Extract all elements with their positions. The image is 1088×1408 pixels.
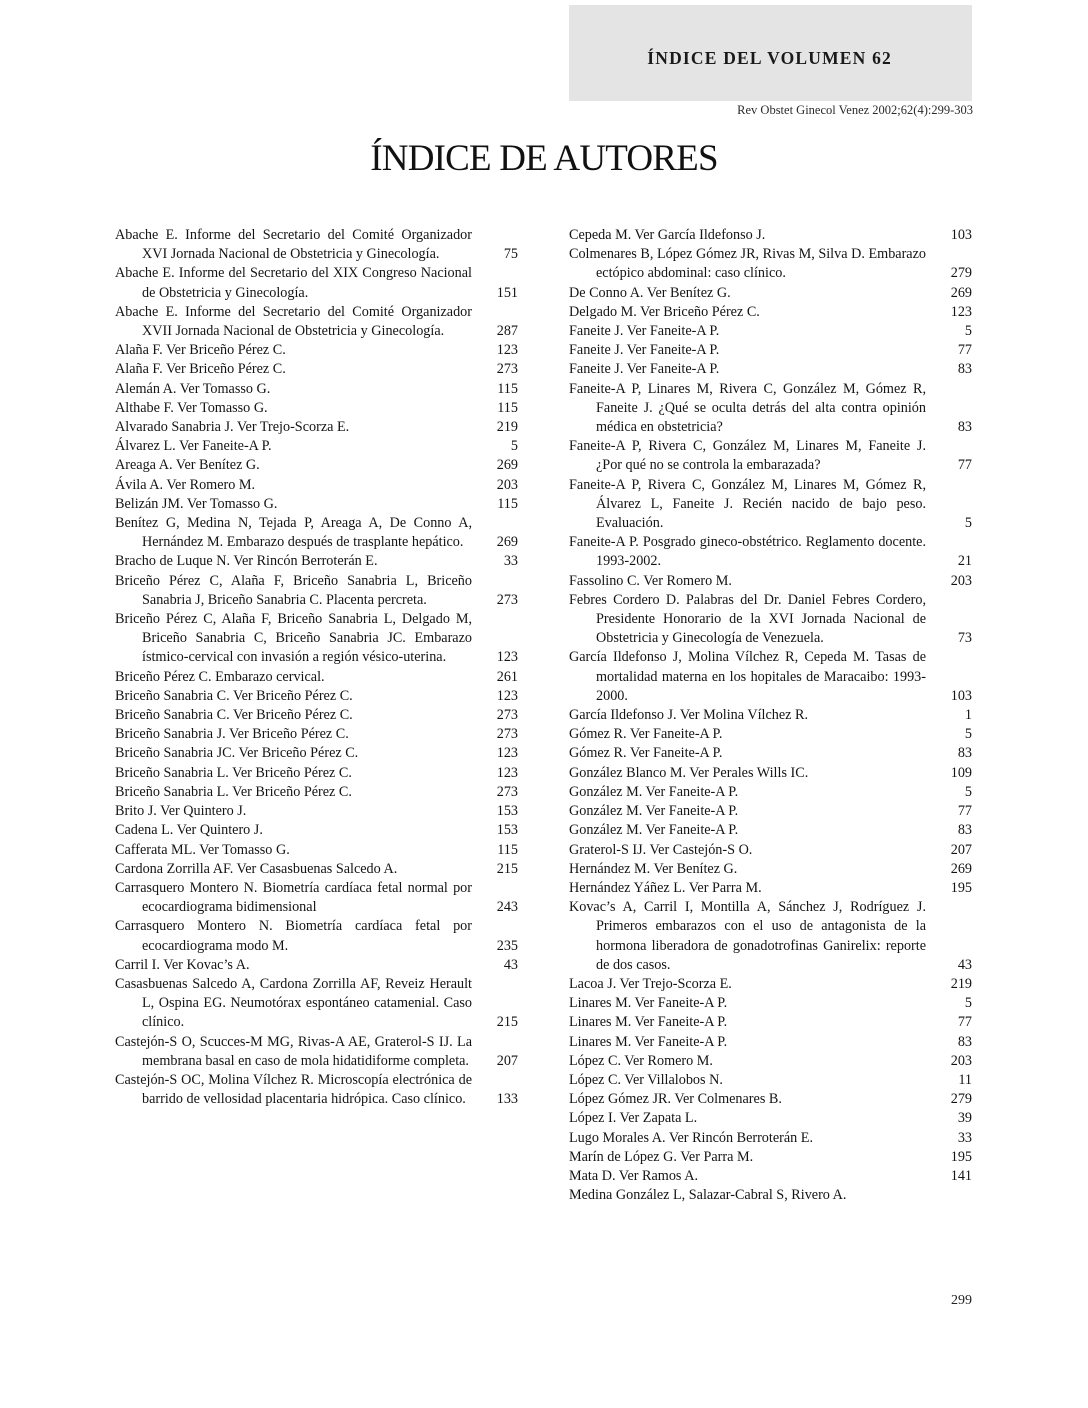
entry-page-number: 103: [950, 227, 972, 243]
index-entry: [115, 821, 518, 840]
right-column: [569, 226, 972, 1205]
entry-text: Hernández Yáñez L. Ver Parra M.: [569, 879, 762, 896]
entry-text: Linares M. Ver Faneite-A P.: [569, 1014, 728, 1031]
index-entry: [569, 572, 972, 591]
entry-page-number: 219: [496, 419, 518, 436]
index-entry: [115, 264, 518, 302]
entry-text: Faneite-A P. Posgrado gineco-obstétrico. Reglamento docente. 1993-2002.: [569, 534, 926, 570]
entry-page-number: 83: [957, 745, 972, 762]
entry-page-number: 115: [497, 495, 518, 512]
entry-text: Faneite-A P, Rivera C, González M, Linares M, Gómez R, Álvarez L, Faneite J. Recién nacido de bajo peso. Evaluación.: [569, 476, 926, 532]
entry-page-number: 123: [496, 687, 518, 704]
entry-page-number: 83: [957, 822, 972, 839]
index-entry: [569, 994, 972, 1013]
index-entry: [569, 1013, 972, 1032]
journal-citation: Rev Obstet Ginecol Venez 2002;62(4):299-303: [737, 103, 973, 117]
entry-page-number: 103: [950, 687, 972, 704]
entry-text: Areaga A. Ver Benítez G.: [115, 457, 260, 474]
index-entry: [115, 802, 518, 821]
entry-page-number: 207: [950, 841, 972, 858]
index-entry: [115, 668, 518, 687]
entry-page-number: 5: [964, 515, 972, 532]
entry-text: Lacoa J. Ver Trejo-Scorza E.: [569, 975, 732, 992]
entry-text: Casasbuenas Salcedo A, Cardona Zorrilla AF, Reveiz Herault L, Ospina EG. Neumotórax espontáneo catamenial. Caso clínico.: [115, 975, 472, 1031]
index-entry: [115, 476, 518, 495]
entry-page-number: 123: [950, 303, 972, 320]
index-entry: [115, 687, 518, 706]
entry-text: Briceño Pérez C. Embarazo cervical.: [115, 668, 325, 685]
entry-text: Brito J. Ver Quintero J.: [115, 803, 247, 820]
index-entry: [115, 956, 518, 975]
entry-page-number: 33: [957, 1129, 972, 1146]
entry-page-number: 21: [957, 553, 972, 570]
entry-page-number: 115: [497, 399, 518, 416]
index-entry: [115, 610, 518, 668]
index-entry: [115, 495, 518, 514]
entry-text: Benítez G, Medina N, Tejada P, Areaga A, De Conno A, Hernández M. Embarazo después de trasplante hepático.: [115, 515, 472, 551]
index-entry: [569, 898, 972, 975]
entry-page-number: 43: [503, 956, 518, 973]
entry-text: Castejón-S O, Scucces-M MG, Rivas-A AE, Graterol-S IJ. La membrana basal en caso de mola hidatidiforme completa.: [115, 1033, 472, 1069]
entry-text: Kovac’s A, Carril I, Montilla A, Sánchez J, Rodríguez J. Primeros embarazos con el uso de antagonista de la hormona liberadora de gonadotrofinas Ganirelix: reporte de dos casos.: [569, 899, 926, 973]
entry-page-number: 287: [496, 323, 518, 340]
entry-page-number: 269: [950, 284, 972, 301]
index-entry: [569, 533, 972, 571]
entry-text: Carrasquero Montero N. Biometría cardíaca fetal normal por ecocardiograma bidimensional: [115, 879, 472, 916]
entry-page-number: 261: [496, 668, 518, 685]
index-entry: [115, 860, 518, 879]
entry-text: Castejón-S OC, Molina Vílchez R. Microscopía electrónica de barrido de vellosidad placentaria hidrópica. Caso clínico.: [115, 1071, 472, 1108]
entry-text: García Ildefonso J, Molina Vílchez R, Cepeda M. Tasas de mortalidad materna en los hopitales de Maracaibo: 1993-2000.: [569, 649, 926, 704]
entry-page-number: 73: [957, 630, 972, 647]
index-entry: [569, 1090, 972, 1109]
entry-text: Carrasquero Montero N. Biometría cardíaca fetal por ecocardiograma modo M.: [115, 918, 472, 954]
index-entry: [569, 821, 972, 840]
entry-page-number: 273: [496, 591, 518, 608]
entry-page-number: 77: [957, 342, 972, 359]
entry-page-number: 153: [496, 822, 518, 839]
entry-page-number: 83: [957, 361, 972, 378]
index-entry: [115, 303, 518, 341]
entry-text: Belizán JM. Ver Tomasso G.: [115, 495, 278, 512]
index-entry: [115, 226, 518, 264]
entry-text: Briceño Sanabria J. Ver Briceño Pérez C.: [115, 726, 349, 743]
volume-title: ÍNDICE DEL VOLUMEN 62: [647, 47, 892, 68]
index-entry: [569, 380, 972, 438]
index-entry: [569, 284, 972, 303]
entry-text: Graterol-S IJ. Ver Castejón-S O.: [569, 841, 753, 858]
index-entry: [569, 476, 972, 534]
entry-text: Alaña F. Ver Briceño Pérez C.: [115, 342, 286, 359]
entry-page-number: 203: [496, 476, 518, 493]
index-entry: [569, 783, 972, 802]
entry-page-number: 203: [950, 572, 972, 589]
entry-text: Cafferata ML. Ver Tomasso G.: [115, 841, 290, 858]
entry-page-number: 5: [964, 323, 972, 340]
entry-text: Lugo Morales A. Ver Rincón Berroterán E.: [569, 1129, 814, 1146]
entry-text: Linares M. Ver Faneite-A P.: [569, 1033, 728, 1050]
entry-page-number: 39: [957, 1110, 972, 1127]
index-entry: [115, 706, 518, 725]
index-entry: [569, 648, 972, 706]
entry-text: Faneite-A P, Linares M, Rivera C, González M, Gómez R, Faneite J. ¿Qué se oculta detrás del alta contra opinión médica en obstetricia?: [569, 380, 926, 436]
entry-text: González Blanco M. Ver Perales Wills IC.: [569, 764, 809, 781]
entry-text: Alemán A. Ver Tomasso G.: [115, 380, 271, 397]
entry-page-number: 11: [958, 1071, 972, 1088]
index-entry: [115, 725, 518, 744]
entry-text: Faneite J. Ver Faneite-A P.: [569, 361, 720, 378]
entry-page-number: 115: [497, 841, 518, 858]
entry-text: Abache E. Informe del Secretario del Comité Organizador XVII Jornada Nacional de Obstetricia y Ginecología.: [115, 303, 472, 340]
index-entry: [569, 437, 972, 475]
entry-page-number: 5: [510, 438, 518, 455]
entry-page-number: 123: [496, 745, 518, 762]
entry-page-number: 279: [950, 265, 972, 282]
entry-page-number: 153: [496, 803, 518, 820]
index-entry: [115, 879, 518, 917]
left-column: [115, 226, 518, 1109]
entry-page-number: 273: [496, 726, 518, 743]
entry-page-number: 273: [496, 361, 518, 378]
index-entry: [569, 1148, 972, 1167]
entry-text: Briceño Sanabria L. Ver Briceño Pérez C.: [115, 783, 352, 800]
entry-text: Briceño Sanabria C. Ver Briceño Pérez C.: [115, 707, 353, 724]
index-entry: [569, 879, 972, 898]
entry-text: Faneite J. Ver Faneite-A P.: [569, 323, 720, 340]
entry-page-number: 269: [496, 534, 518, 551]
entry-text: González M. Ver Faneite-A P.: [569, 822, 739, 839]
entry-text: Briceño Pérez C, Alaña F, Briceño Sanabria L, Briceño Sanabria J, Briceño Sanabria C. Placenta percreta.: [115, 572, 472, 608]
entry-page-number: 1: [964, 707, 972, 724]
index-entry: [569, 975, 972, 994]
page-title: ÍNDICE DE AUTORES: [370, 138, 718, 179]
entry-page-number: 243: [496, 899, 518, 916]
index-entry: [569, 1052, 972, 1071]
entry-page-number: 133: [496, 1091, 518, 1108]
entry-page-number: 123: [496, 342, 518, 359]
entry-text: Briceño Sanabria JC. Ver Briceño Pérez C.: [115, 745, 359, 762]
index-entry: [115, 399, 518, 418]
index-entry: [115, 841, 518, 860]
entry-text: López C. Ver Villalobos N.: [569, 1071, 723, 1088]
entry-page-number: 203: [950, 1052, 972, 1069]
entry-text: Alaña F. Ver Briceño Pérez C.: [115, 361, 286, 378]
entry-text: López Gómez JR. Ver Colmenares B.: [569, 1091, 782, 1108]
index-entry: [115, 764, 518, 783]
index-entry: [569, 841, 972, 860]
entry-text: González M. Ver Faneite-A P.: [569, 783, 739, 800]
entry-text: Colmenares B, López Gómez JR, Rivas M, Silva D. Embarazo ectópico abdominal: caso clínico.: [569, 246, 926, 282]
entry-page-number: 273: [496, 707, 518, 724]
index-entry: [115, 456, 518, 475]
entry-page-number: 219: [950, 975, 972, 992]
index-entry: [115, 572, 518, 610]
index-entry: [115, 514, 518, 552]
index-entry: [569, 322, 972, 341]
index-entry: [569, 764, 972, 783]
entry-page-number: 43: [957, 956, 972, 973]
entry-page-number: 279: [950, 1091, 972, 1108]
entry-page-number: 77: [957, 1014, 972, 1031]
entry-page-number: 151: [496, 284, 518, 301]
index-entry: [569, 245, 972, 283]
entry-text: Delgado M. Ver Briceño Pérez C.: [569, 303, 760, 320]
entry-text: Cardona Zorrilla AF. Ver Casasbuenas Salcedo A.: [115, 860, 398, 877]
entry-page-number: 269: [496, 457, 518, 474]
entry-page-number: 141: [950, 1167, 972, 1184]
entry-text: Linares M. Ver Faneite-A P.: [569, 995, 728, 1012]
entry-page-number: 195: [950, 879, 972, 896]
entry-text: Cepeda M. Ver García Ildefonso J.: [569, 227, 766, 243]
index-entry: [115, 1071, 518, 1109]
entry-page-number: 115: [497, 380, 518, 397]
entry-text: Febres Cordero D. Palabras del Dr. Daniel Febres Cordero, Presidente Honorario de la XVI Jornada Nacional de Obstetricia y Ginecología de Venezuela.: [569, 591, 926, 647]
entry-page-number: 5: [964, 726, 972, 743]
entry-page-number: 75: [503, 246, 518, 263]
index-entry: [569, 1071, 972, 1090]
index-entry: [115, 1033, 518, 1071]
entry-text: Marín de López G. Ver Parra M.: [569, 1148, 754, 1165]
index-entry: [115, 418, 518, 437]
entry-text: Medina González L, Salazar-Cabral S, Rivero A.: [569, 1187, 847, 1204]
index-entry: [115, 360, 518, 379]
index-entry: [115, 437, 518, 456]
entry-page-number: 215: [496, 860, 518, 877]
entry-text: Faneite-A P, Rivera C, González M, Linares M, Faneite J. ¿Por qué no se controla la embarazada?: [569, 438, 926, 474]
entry-page-number: 269: [950, 860, 972, 877]
entry-text: Fassolino C. Ver Romero M.: [569, 572, 732, 589]
entry-text: Hernández M. Ver Benítez G.: [569, 860, 738, 877]
page-number: 299: [951, 1293, 972, 1308]
index-entry: [115, 917, 518, 955]
entry-page-number: 215: [496, 1014, 518, 1031]
index-entry: [569, 341, 972, 360]
entry-page-number: 123: [496, 649, 518, 666]
entry-page-number: 77: [957, 457, 972, 474]
entry-page-number: 33: [503, 553, 518, 570]
entry-text: Briceño Pérez C, Alaña F, Briceño Sanabria L, Delgado M, Briceño Sanabria C, Briceño Sanabria JC. Embarazo ístmico-cervical con invasión a región vésico-uterina.: [115, 611, 472, 666]
entry-text: Faneite J. Ver Faneite-A P.: [569, 342, 720, 359]
index-entry: [569, 591, 972, 649]
entry-text: Gómez R. Ver Faneite-A P.: [569, 745, 723, 762]
entry-page-number: 123: [496, 764, 518, 781]
entry-page-number: 109: [950, 764, 972, 781]
index-entry: [569, 360, 972, 379]
entry-text: Gómez R. Ver Faneite-A P.: [569, 726, 723, 743]
entry-text: Bracho de Luque N. Ver Rincón Berroterán E.: [115, 553, 378, 570]
index-entry: [115, 744, 518, 763]
index-entry: [569, 1186, 972, 1205]
entry-text: López I. Ver Zapata L.: [569, 1110, 698, 1127]
entry-text: Abache E. Informe del Secretario del Comité Organizador XVI Jornada Nacional de Obstetricia y Ginecología.: [115, 227, 472, 263]
entry-page-number: 83: [957, 1033, 972, 1050]
index-entry: [569, 1129, 972, 1148]
index-entry: [569, 226, 972, 245]
index-entry: [115, 341, 518, 360]
index-entry: [569, 303, 972, 322]
entry-page-number: 83: [957, 419, 972, 436]
entry-page-number: 5: [964, 783, 972, 800]
index-entry: [569, 1033, 972, 1052]
entry-text: González M. Ver Faneite-A P.: [569, 803, 739, 820]
entry-text: Ávila A. Ver Romero M.: [115, 476, 256, 493]
entry-text: López C. Ver Romero M.: [569, 1052, 713, 1069]
entry-page-number: 235: [496, 937, 518, 954]
entry-text: Abache E. Informe del Secretario del XIX Congreso Nacional de Obstetricia y Ginecología.: [115, 265, 472, 301]
index-entry: [569, 860, 972, 879]
index-entry: [569, 744, 972, 763]
index-entry: [115, 975, 518, 1033]
index-entry: [115, 783, 518, 802]
entry-page-number: 195: [950, 1148, 972, 1165]
index-entry: [569, 1109, 972, 1128]
entry-text: García Ildefonso J. Ver Molina Vílchez R.: [569, 707, 809, 724]
entry-text: Carril I. Ver Kovac’s A.: [115, 956, 250, 973]
entry-text: Mata D. Ver Ramos A.: [569, 1167, 698, 1184]
entry-text: De Conno A. Ver Benítez G.: [569, 284, 731, 301]
volume-header-box: [569, 5, 972, 101]
index-entry: [569, 802, 972, 821]
entry-text: Briceño Sanabria L. Ver Briceño Pérez C.: [115, 764, 352, 781]
index-entry: [569, 725, 972, 744]
entry-text: Alvarado Sanabria J. Ver Trejo-Scorza E.: [115, 419, 350, 436]
entry-text: Briceño Sanabria C. Ver Briceño Pérez C.: [115, 687, 353, 704]
entry-page-number: 77: [957, 803, 972, 820]
entry-page-number: 207: [496, 1052, 518, 1069]
entry-text: Álvarez L. Ver Faneite-A P.: [115, 438, 272, 455]
entry-page-number: 273: [496, 783, 518, 800]
index-entry: [569, 1167, 972, 1186]
index-entry: [115, 380, 518, 399]
entry-page-number: 5: [964, 995, 972, 1012]
entry-text: Althabe F. Ver Tomasso G.: [115, 399, 268, 416]
entry-text: Cadena L. Ver Quintero J.: [115, 822, 263, 839]
index-entry: [569, 706, 972, 725]
index-entry: [115, 552, 518, 571]
